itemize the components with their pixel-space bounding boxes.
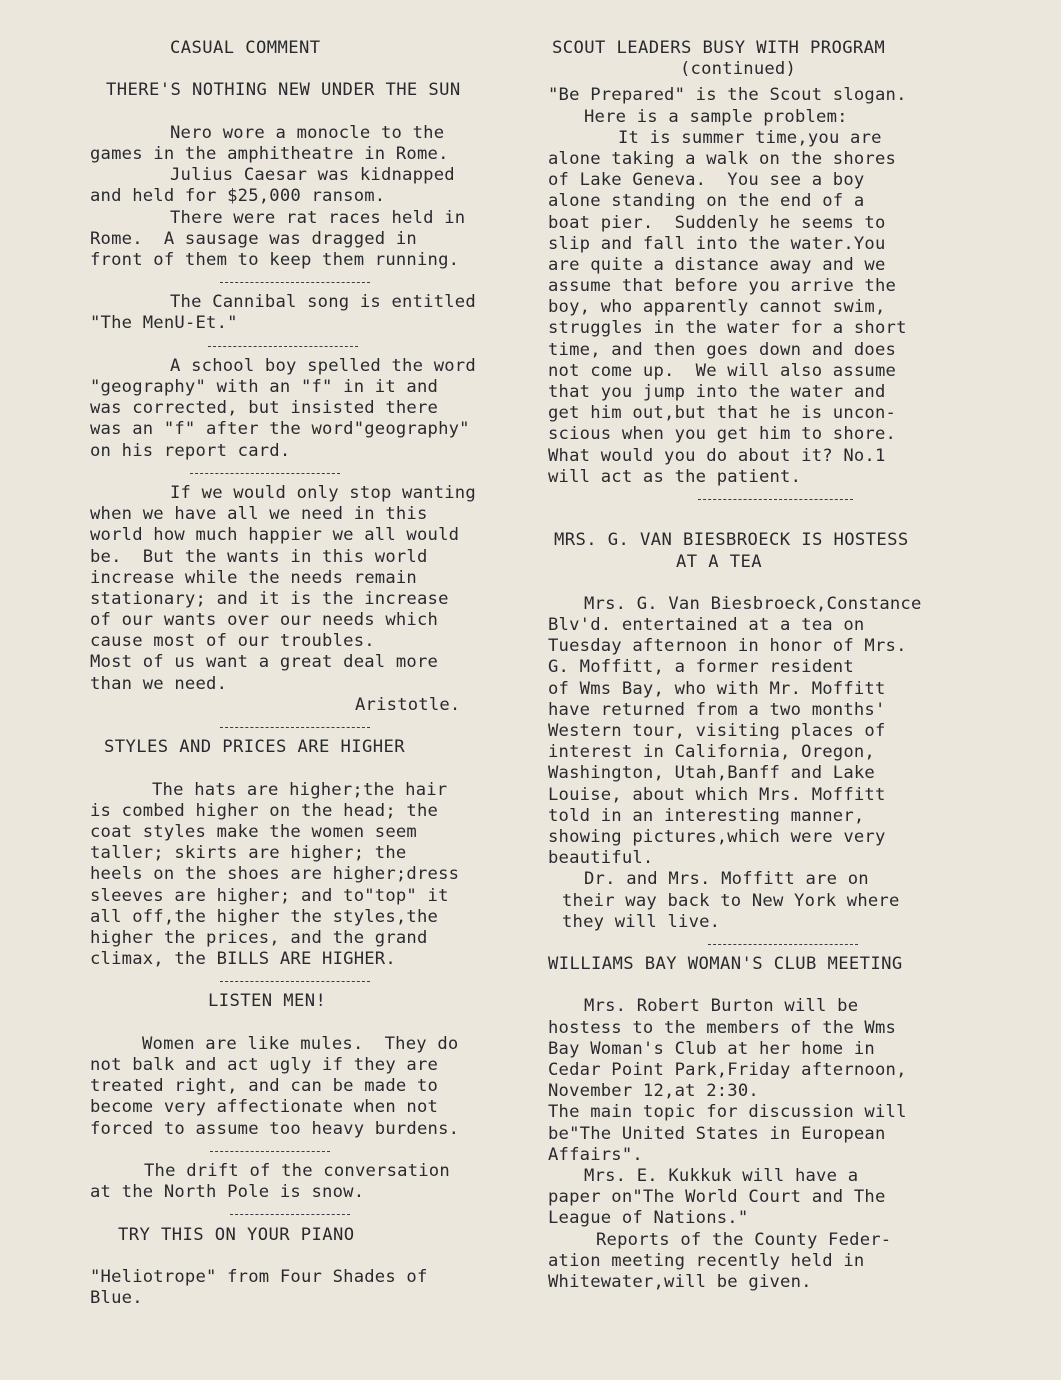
club-title: WILLIAMS BAY WOMAN'S CLUB MEETING (548, 954, 903, 975)
schoolboy-line-1: A school boy spelled the word (170, 355, 476, 376)
section-title-nothing-new: THERE'S NOTHING NEW UNDER THE SUN (106, 80, 461, 101)
club-paper-line-1: Mrs. E. Kukkuk will have a (584, 1165, 859, 1186)
caesar-line-2: and held for $25,000 ransom. (90, 186, 386, 207)
wants-line-5: increase while the needs remain (90, 567, 417, 588)
club-paper-line-3: League of Nations." (548, 1208, 749, 1229)
scout-line-11: time, and then goes down and does (548, 339, 897, 360)
wants-line-4: be. But the wants in this world (90, 546, 428, 567)
scout-line-13: that you jump into the water and (548, 382, 886, 402)
schoolboy-line-2: "geography" with an "f" in it and (90, 377, 439, 397)
section-title-piano: TRY THIS ON YOUR PIANO (118, 1224, 355, 1245)
divider (90, 970, 542, 991)
tea-line-4: G. Moffitt, a former resident (548, 657, 854, 678)
club-topic-line-2: be"The United States in European (548, 1123, 886, 1144)
club-host-line-1: Mrs. Robert Burton will be (584, 996, 859, 1017)
scout-continued: (continued) (680, 59, 797, 80)
club-host-line-4: Cedar Point Park,Friday afternoon, (548, 1060, 907, 1080)
schoolboy-line-5: on his report card. (90, 440, 291, 461)
club-reports-line-2: ation meeting recently held in (548, 1250, 865, 1271)
column-header: CASUAL COMMENT (170, 38, 321, 58)
right-column (548, 38, 1003, 1293)
styles-line-3: coat styles make the women seem (90, 821, 417, 842)
styles-line-4: taller; skirts are higher; the (90, 843, 407, 864)
club-host-line-5: November 12,at 2:30. (548, 1081, 759, 1102)
club-host-line-3: Bay Woman's Club at her home in (548, 1038, 875, 1059)
section-title-styles: STYLES AND PRICES ARE HIGHER (104, 737, 405, 758)
divider (90, 271, 542, 292)
drift-line-1: The drift of the conversation (144, 1160, 450, 1181)
section-title-listen-men: LISTEN MEN! (208, 991, 327, 1012)
tea-line-3: Tuesday afternoon in honor of Mrs. (548, 636, 907, 657)
club-paper-line-2: paper on"The World Court and The (548, 1187, 886, 1208)
scout-line-9: boy, who apparently cannot swim, (548, 297, 886, 318)
piano-line-1: "Heliotrope" from Four Shades of (90, 1266, 428, 1287)
divider (548, 488, 1003, 509)
scout-title: SCOUT LEADERS BUSY WITH PROGRAM (552, 38, 886, 58)
tea-line-8: interest in California, Oregon, (548, 742, 875, 763)
wants-line-2: when we have all we need in this (90, 504, 428, 525)
rats-line-1: There were rat races held in (170, 207, 466, 228)
wants-line-7: of our wants over our needs which (90, 610, 439, 631)
scout-line-8: assume that before you arrive the (548, 276, 897, 297)
drift-line-2: at the North Pole is snow. (90, 1182, 365, 1203)
scout-line-7: are quite a distance away and we (548, 254, 886, 275)
club-reports-line-1: Reports of the County Feder- (596, 1229, 892, 1250)
wants-line-6: stationary; and it is the increase (90, 588, 449, 609)
scout-line-6: slip and fall into the water.You (548, 233, 886, 254)
styles-line-5: heels on the shoes are higher;dress (90, 864, 460, 885)
scout-line-10: struggles in the water for a short (548, 318, 907, 339)
wants-line-9: Most of us want a great deal more (90, 652, 439, 673)
tea-title-line-1: MRS. G. VAN BIESBROECK IS HOSTESS (554, 530, 909, 551)
tea-line-1: Mrs. G. Van Biesbroeck,Constance (584, 593, 922, 614)
styles-line-1: The hats are higher;the hair (152, 779, 448, 800)
tea-line-5: of Wms Bay, who with Mr. Moffitt (548, 678, 886, 699)
scout-line-12: not come up. We will also assume (548, 360, 897, 381)
scout-line-15: scious when you get him to shore. (548, 424, 897, 445)
nero-line-1: Nero wore a monocle to the (170, 122, 445, 143)
tea-closing-line-2: their way back to New York where (562, 890, 900, 911)
scout-line-2: alone taking a walk on the shores (548, 148, 897, 169)
divider (90, 462, 542, 483)
tea-line-6: have returned from a two months' (548, 699, 886, 720)
wants-line-1: If we would only stop wanting (170, 482, 476, 503)
wants-line-10: than we need. (90, 673, 228, 694)
schoolboy-line-3: was corrected, but insisted there (90, 398, 439, 419)
piano-line-2: Blue. (90, 1288, 143, 1309)
styles-line-6: sleeves are higher; and to"top" it (90, 885, 449, 906)
rats-line-3: front of them to keep them running. (90, 249, 460, 270)
scout-line-1: It is summer time,you are (618, 127, 882, 148)
scout-line-14: get him out,but that he is uncon- (548, 403, 897, 424)
scout-problem-intro: Here is a sample problem: (584, 106, 848, 127)
wants-line-3: world how much happier we all would (90, 525, 460, 546)
styles-line-7: all off,the higher the styles,the (90, 906, 439, 927)
tea-line-7: Western tour, visiting places of (548, 721, 886, 741)
divider (548, 933, 1003, 954)
divider (90, 335, 542, 356)
tea-line-11: told in an interesting manner, (548, 805, 865, 826)
tea-line-10: Louise, about which Mrs. Moffitt (548, 784, 886, 805)
scout-line-16: What would you do about it? No.1 (548, 445, 886, 466)
mules-line-1: Women are like mules. They do (142, 1033, 459, 1054)
mules-line-5: forced to assume too heavy burdens. (90, 1118, 460, 1139)
styles-line-8: higher the prices, and the grand (90, 927, 428, 948)
mules-line-3: treated right, and can be made to (90, 1076, 439, 1097)
mules-line-2: not balk and act ugly if they are (90, 1055, 439, 1075)
tea-line-13: beautiful. (548, 848, 654, 869)
tea-line-12: showing pictures,which were very (548, 826, 886, 847)
styles-line-9: climax, the BILLS ARE HIGHER. (90, 949, 396, 970)
quote-attribution: Aristotle. (355, 694, 461, 715)
caesar-line-1: Julius Caesar was kidnapped (170, 165, 455, 186)
scout-line-3: of Lake Geneva. You see a boy (548, 170, 865, 191)
styles-line-2: is combed higher on the head; the (90, 800, 439, 821)
cannibal-line-1: The Cannibal song is entitled (170, 292, 476, 313)
divider (90, 716, 542, 737)
scout-slogan: "Be Prepared" is the Scout slogan. (548, 85, 907, 106)
scout-line-17: will act as the patient. (548, 466, 802, 487)
rats-line-2: Rome. A sausage was dragged in (90, 228, 417, 249)
nero-line-2: games in the amphitheatre in Rome. (90, 143, 449, 164)
tea-line-9: Washington, Utah,Banff and Lake (548, 763, 875, 784)
club-topic-line-1: The main topic for discussion will (548, 1102, 907, 1123)
left-column (90, 38, 542, 1309)
tea-closing-line-3: they will live. (562, 911, 721, 932)
schoolboy-line-4: was an "f" after the word"geography" (90, 419, 470, 440)
club-topic-line-3: Affairs". (548, 1144, 643, 1165)
scout-line-5: boat pier. Suddenly he seems to (548, 212, 886, 233)
divider (90, 1140, 542, 1161)
wants-line-8: cause most of our troubles. (90, 631, 375, 652)
tea-closing-line-1: Dr. and Mrs. Moffitt are on (584, 869, 869, 890)
divider (90, 1203, 542, 1224)
cannibal-line-2: "The MenU-Et." (90, 313, 238, 334)
mules-line-4: become very affectionate when not (90, 1097, 439, 1118)
scout-line-4: alone standing on the end of a (548, 191, 865, 212)
club-reports-line-3: Whitewater,will be given. (548, 1271, 812, 1292)
tea-line-2: Blv'd. entertained at a tea on (548, 615, 865, 636)
club-host-line-2: hostess to the members of the Wms (548, 1017, 897, 1038)
tea-title-line-2: AT A TEA (676, 551, 762, 572)
